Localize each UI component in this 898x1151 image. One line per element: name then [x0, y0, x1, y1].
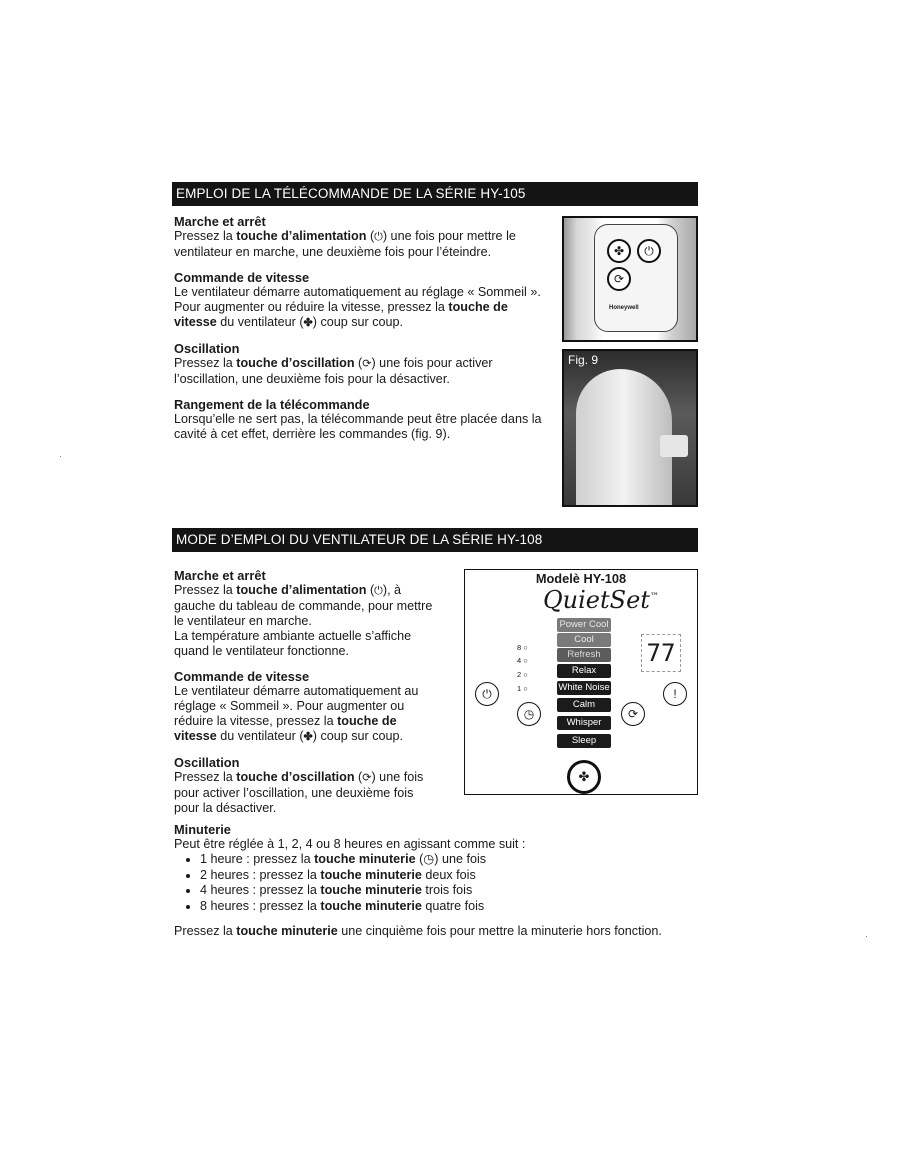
remote-cavity: [660, 435, 688, 457]
speed-refresh: Refresh: [557, 648, 611, 662]
power-icon: ⏻: [482, 687, 492, 701]
speed-relax: Relax: [557, 664, 611, 678]
hy108-speed-section: [174, 669, 436, 745]
speed-power-cool: Power Cool: [557, 618, 611, 632]
hy105-power-heading: Marche et arrêt: [174, 214, 266, 229]
hy105-storage-section: [174, 397, 546, 442]
hy105-storage-text: Lorsqu’elle ne sert pas, la télécommande peut être placée dans la cavité à cet effet, derrière les commandes (fig. 9).: [174, 412, 542, 441]
timer-icon: ◷: [523, 707, 535, 721]
scan-speck: [866, 936, 867, 937]
hy108-oscillation-section: [174, 755, 436, 816]
brand-logo: Honeywell: [609, 305, 639, 311]
section-title-hy108: MODE D’EMPLOI DU VENTILATEUR DE LA SÉRIE HY-108: [172, 528, 698, 552]
timer-label-8: 8 ○: [517, 643, 528, 652]
hy108-power-text: Pressez la touche d’alimentation (⏻), à gauche du tableau de commande, pour mettre le ventilateur en marche.: [174, 583, 433, 628]
speed-whisper: Whisper: [557, 716, 611, 730]
remote-photo: [562, 216, 698, 342]
hy105-power-text: Pressez la touche d’alimentation (⏻) une fois pour mettre le ventilateur en marche, une deuxième fois pour l’éteindre.: [174, 229, 516, 259]
speed-white-noise: White Noise: [558, 682, 610, 693]
fan-speed-button: ✤: [567, 760, 601, 794]
scan-speck: [60, 456, 61, 457]
power-button: [475, 682, 499, 706]
hy108-oscillation-text: Pressez la touche d’oscillation (⟳) une fois pour activer l’oscillation, une deuxième fois pour la désactiver.: [174, 770, 424, 815]
timer-list: [174, 852, 734, 914]
timer-button: [517, 702, 541, 726]
hy105-oscillation-section: [174, 341, 546, 387]
power-icon: ⏻: [374, 585, 383, 597]
fig9-photo: [562, 349, 698, 507]
timer-heading: Minuterie: [174, 822, 231, 837]
remote-control: [594, 224, 678, 332]
speed-sleep: Sleep: [557, 734, 611, 748]
hy105-oscillation-text: Pressez la touche d’oscillation (⟳) une fois pour activer l’oscillation, une deuxième fois pour la désactiver.: [174, 356, 493, 386]
fan-icon: ✤: [607, 239, 631, 263]
power-icon: ⏻: [637, 239, 661, 263]
timer-label-4: 4 ○: [517, 656, 528, 665]
list-item: • 8 heures : pressez la touche minuterie quatre fois: [200, 899, 734, 915]
hy105-storage-heading: Rangement de la télécommande: [174, 397, 370, 412]
hy108-speed-text: Le ventilateur démarre automatiquement au réglage « Sommeil ». Pour augmenter ou réduire la vitesse, pressez la touche de vitesse du ventilateur (✤) coup sur coup.: [174, 684, 419, 743]
timer-final-text: Pressez la touche minuterie une cinquième fois pour mettre la minuterie hors fonction.: [174, 924, 662, 938]
hy108-control-panel: [464, 569, 698, 795]
hy105-power-section: [174, 214, 546, 260]
fan-icon: ✤: [303, 317, 313, 329]
hy108-instructions: [174, 568, 436, 826]
timer-label-1: 1 ○: [517, 684, 528, 693]
hy105-speed-heading: Commande de vitesse: [174, 270, 310, 285]
hy108-speed-heading: Commande de vitesse: [174, 669, 310, 684]
hy108-oscillation-heading: Oscillation: [174, 755, 240, 770]
hy105-speed-section: [174, 270, 546, 331]
fig-label: Fig. 9: [568, 353, 599, 367]
section-title-hy105: EMPLOI DE LA TÉLÉCOMMANDE DE LA SÉRIE HY-105: [172, 182, 698, 206]
hy108-timer-section: [174, 822, 734, 939]
oscillation-button: [621, 702, 645, 726]
panel-model-title: Modelè HY-108: [535, 571, 627, 586]
power-icon: ⏻: [374, 231, 383, 243]
list-item: • 2 heures : pressez la touche minuterie deux fois: [200, 868, 734, 884]
oscillation-icon: ⟳: [362, 358, 372, 370]
timer-intro: Peut être réglée à 1, 2, 4 ou 8 heures en agissant comme suit :: [174, 837, 526, 851]
list-item: • 1 heure : pressez la touche minuterie (◷) une fois: [200, 852, 734, 868]
oscillation-icon: ⟳: [607, 267, 631, 291]
oscillation-icon: ⟳: [362, 772, 372, 784]
hy108-power-heading: Marche et arrêt: [174, 568, 266, 583]
thermometer-icon: !: [673, 687, 677, 701]
hy105-speed-text: Le ventilateur démarre automatiquement au réglage « Sommeil ». Pour augmenter ou réduire la vitesse, pressez la touche de vitesse du ventilateur (✤) coup sur coup.: [174, 285, 541, 329]
hy105-oscillation-heading: Oscillation: [174, 341, 240, 356]
speed-calm: Calm: [557, 698, 611, 712]
hy108-power-text-2: La température ambiante actuelle s’affiche quand le ventilateur fonctionne.: [174, 629, 412, 658]
quietset-logo: QuietSet™: [543, 586, 659, 614]
list-item: • 4 heures : pressez la touche minuterie trois fois: [200, 883, 734, 899]
temperature-button: [663, 682, 687, 706]
hy108-power-section: [174, 568, 436, 659]
fan-icon: ✤: [303, 731, 313, 743]
oscillation-icon: ⟳: [627, 707, 639, 721]
timer-label-2: 2 ○: [517, 670, 528, 679]
hy105-instructions: [174, 214, 546, 452]
speed-cool: Cool: [557, 633, 611, 647]
fan-body: [576, 369, 672, 507]
temperature-display: 77: [641, 634, 681, 672]
